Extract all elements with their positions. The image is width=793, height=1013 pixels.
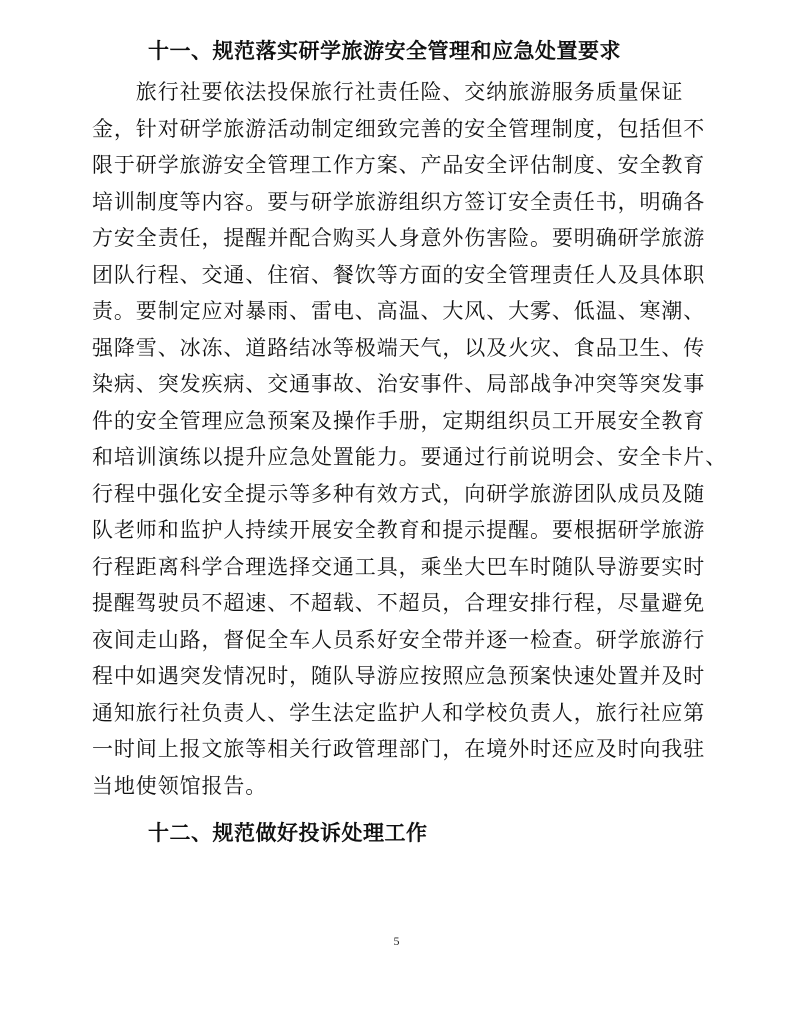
body-line: 培训制度等内容。要与研学旅游组织方签订安全责任书，明确各 bbox=[92, 189, 706, 214]
body-line: 一时间上报文旅等相关行政管理部门，在境外时还应及时向我驻 bbox=[92, 737, 706, 761]
body-line: 团队行程、交通、住宿、餐饮等方面的安全管理责任人及具体职 bbox=[92, 262, 706, 287]
body-line: 件的安全管理应急预案及操作手册，定期组织员工开展安全教育 bbox=[92, 408, 706, 433]
body-line: 夜间走山路，督促全车人员系好安全带并逐一检查。研学旅游行 bbox=[92, 627, 706, 652]
body-line: 旅行社要依法投保旅行社责任险、交纳旅游服务质量保证 bbox=[92, 80, 684, 104]
body-line: 染病、突发疾病、交通事故、治安事件、局部战争冲突等突发事 bbox=[92, 372, 706, 396]
body-line: 方安全责任，提醒并配合购买人身意外伤害险。要明确研学旅游 bbox=[92, 226, 706, 250]
body-line: 队老师和监护人持续开展安全教育和提示提醒。要根据研学旅游 bbox=[92, 518, 706, 542]
body-line: 责。要制定应对暴雨、雷电、高温、大风、大雾、低温、寒潮、 bbox=[92, 299, 706, 323]
section-11-heading: 十一、规范落实研学旅游安全管理和应急处置要求 bbox=[148, 39, 621, 63]
body-line: 行程距离科学合理选择交通工具，乘坐大巴车时随队导游要实时 bbox=[92, 554, 706, 579]
body-line: 提醒驾驶员不超速、不超载、不超员，合理安排行程，尽量避免 bbox=[92, 591, 706, 615]
body-line: 行程中强化安全提示等多种有效方式，向研学旅游团队成员及随 bbox=[92, 481, 706, 506]
section-12-heading: 十二、规范做好投诉处理工作 bbox=[148, 821, 428, 845]
body-line: 强降雪、冰冻、道路结冰等极端天气，以及火灾、食品卫生、传 bbox=[92, 335, 706, 360]
body-line: 程中如遇突发情况时，随队导游应按照应急预案快速处置并及时 bbox=[92, 664, 706, 688]
page-number: 5 bbox=[393, 934, 400, 948]
body-line: 当地使领馆报告。 bbox=[92, 773, 268, 798]
section-11-body bbox=[92, 74, 728, 804]
body-line: 限于研学旅游安全管理工作方案、产品安全评估制度、安全教育 bbox=[92, 153, 706, 177]
body-line: 和培训演练以提升应急处置能力。要通过行前说明会、安全卡片、 bbox=[92, 445, 728, 469]
body-line: 通知旅行社负责人、学生法定监护人和学校负责人，旅行社应第 bbox=[92, 700, 706, 725]
body-line: 金，针对研学旅游活动制定细致完善的安全管理制度，包括但不 bbox=[92, 116, 706, 141]
